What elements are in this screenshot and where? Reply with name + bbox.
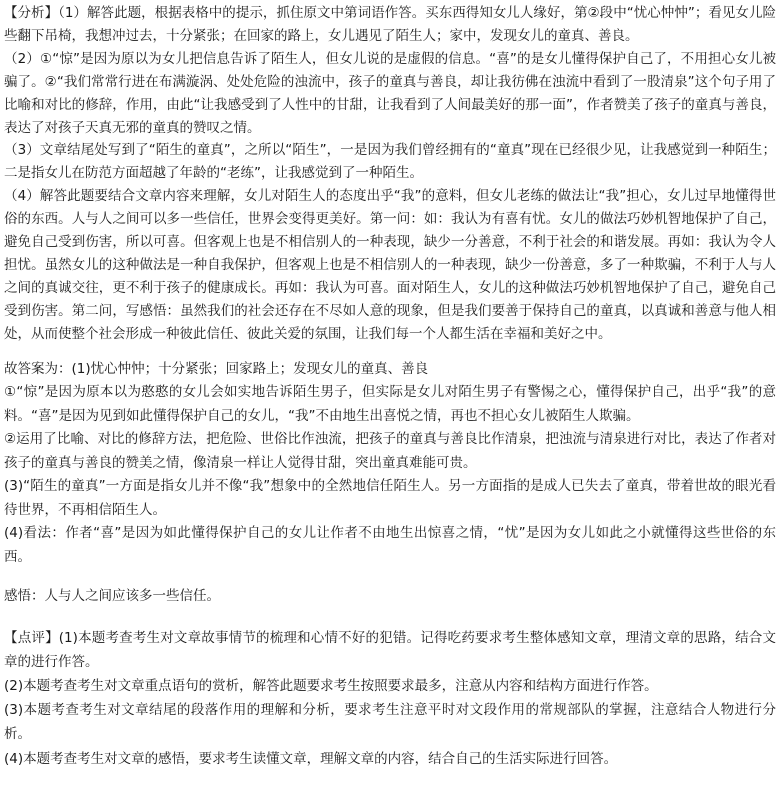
answer-part-3: (3)“陌生的童真”一方面是指女儿并不像“我”想象中的全然地信任陌生人。另一方面指的是成人已失去了童真，带着世故的眼光看待世界，不再相信陌生人。 — [4, 478, 776, 518]
analysis-part-3: （3）文章结尾处写到了“陌生的童真”，之所以“陌生”，一是因为我们曾经拥有的“童真”现在已经很少见，让我感觉到一种陌生；二是指女儿在防范方面超越了年龄的“老练”，让我感觉到了一种陌生。 — [4, 142, 776, 182]
answer-part-2-1: ①“惊”是因为原本以为憨憨的女儿会如实地告诉陌生男子，但实际是女儿对陌生男子有警惕之心，懂得保护自己，出乎“我”的意料。“喜”是因为见到如此懂得保护自己的女儿，“我”不由地生出喜悦之情，再也不担心女儿被陌生人欺骗。 — [4, 384, 776, 424]
feeling-section — [4, 585, 776, 609]
comment-part-3: (3)本题考查考生对文章结尾的段落作用的理解和分析，要求考生注意平时对文段作用的常规部队的掌握，注意结合人物进行分析。 — [4, 702, 776, 743]
answer-section — [4, 358, 776, 570]
comment-part-1: 【点评】(1)本题考查考生对文章故事情节的梳理和心情不好的犯错。记得吃药要求考生整体感知文章，理清文章的思路，结合文章的进行作答。 — [4, 629, 776, 670]
answer-part-4: (4)看法：作者“喜”是因为如此懂得保护自己的女儿让作者不由地生出惊喜之情，“忧”是因为女儿如此之小就懂得这些世俗的东西。 — [4, 525, 776, 565]
answer-part-2-2: ②运用了比喻、对比的修辞方法，把危险、世俗比作浊流，把孩子的童真与善良比作清泉，把浊流与清泉进行对比，表达了作者对孩子的童真与善良的赞美之情，像清泉一样让人觉得甘甜，突出童真难能可贵。 — [4, 431, 776, 471]
analysis-part-2: （2）①“惊”是因为原以为女儿把信息告诉了陌生人，但女儿说的是虚假的信息。“喜”的是女儿懂得保护自己了，不用担心女儿被骗了。②“我们常常行进在布满漩涡、处处危险的浊流中，孩子的童真与善良，却让我彷佛在浊流中看到了一股清泉”这个句子用了比喻和对比的修辞，作用，由此“让我感受到了人性中的甘甜，让我看到了人间最美好的那一面”，作者赞美了孩子的童真与善良，表达了对孩子天真无邪的童真的赞叹之情。 — [4, 50, 776, 136]
analysis-part-4: （4）解答此题要结合文章内容来理解，女儿对陌生人的态度出乎“我”的意料，但女儿老练的做法让“我”担心，女儿过早地懂得世俗的东西。人与人之间可以多一些信任，世界会变得更美好。第一问：如：我认为有喜有忧。女儿的做法巧妙机智地保护了自己，避免自己受到伤害，所以可喜。但客观上也是不相信别人的一种表现，缺少一分善意，不利于社会的和谐发展。再如：我认为令人担忧。虽然女儿的这种做法是一种自我保护，但客观上也是不相信别人的一种表现，缺少一份善意，多了一种欺骗，不利于人与人之间的真诚交往，更不利于孩子的健康成长。再如：我认为可喜。面对陌生人，女儿的这种做法巧妙机智地保护了自己，避免自己受到伤害。第二问，写感悟：虽然我们的社会还存在不尽如人意的现象，但是我们要善于保持自己的童真，以真诚和善意与他人相处，从而使整个社会形成一种彼此信任、彼此关爱的氛围，让我们每一个人都生活在幸福和美好之中。 — [4, 188, 776, 342]
answer-document — [4, 2, 776, 771]
comment-section — [4, 626, 776, 771]
analysis-part-1: 【分析】（1）解答此题，根据表格中的提示，抓住原文中第词语作答。买东西得知女儿人缘好，第②段中“忧心忡忡”；看见女儿险些翻下吊椅，我想冲过去，十分紧张；在回家的路上，女儿遇见了陌生人；家中，发现女儿的童真、善良。 — [4, 5, 776, 44]
comment-part-4: (4)本题考查考生对文章的感悟，要求考生读懂文章，理解文章的内容，结合自己的生活实际进行回答。 — [4, 750, 618, 767]
answer-part-1: 故答案为：(1)忧心忡忡；十分紧张；回家路上；发现女儿的童真、善良 — [4, 360, 429, 377]
feeling-text: 感悟：人与人之间应该多一些信任。 — [4, 588, 220, 605]
comment-part-2: (2)本题考查考生对文章重点语句的赏析，解答此题要求考生按照要求最多，注意从内容和结构方面进行作答。 — [4, 678, 658, 694]
analysis-section — [4, 2, 776, 346]
